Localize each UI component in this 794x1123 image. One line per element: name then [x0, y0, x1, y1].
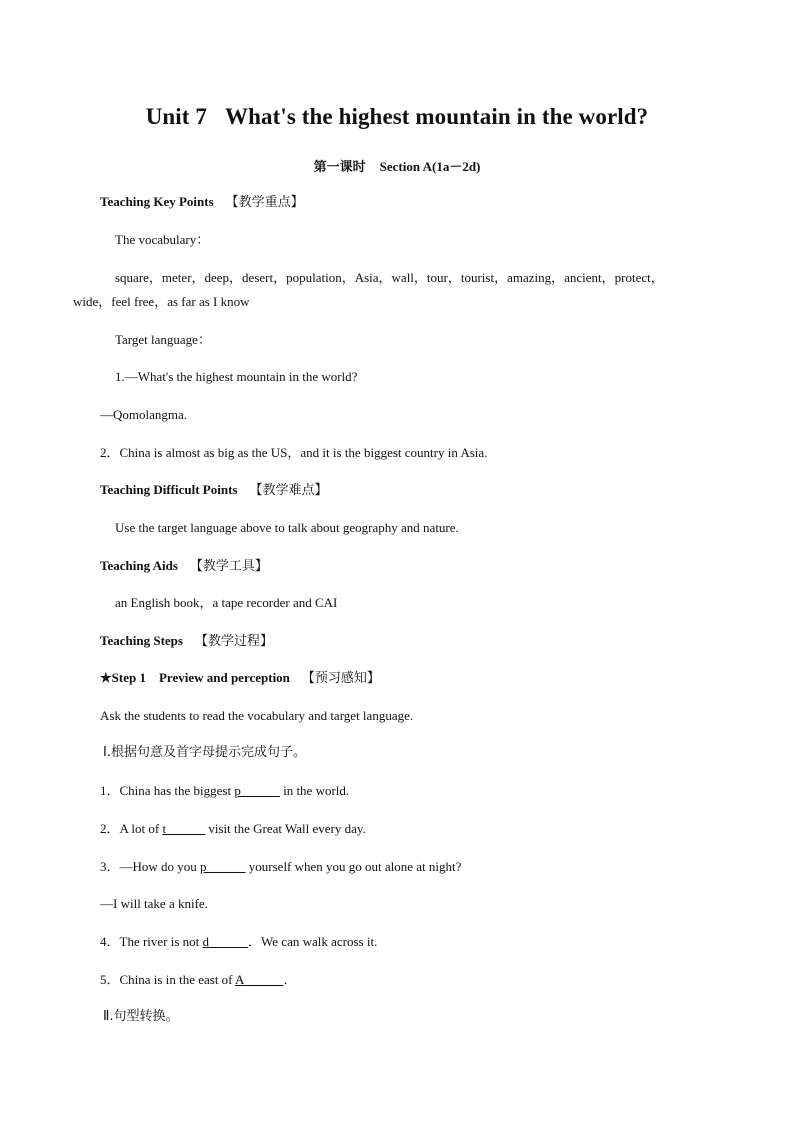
difficult-points-heading: Teaching Difficult Points 【教学难点】 [100, 482, 328, 498]
page-subtitle [0, 156, 794, 175]
key-points-heading: Teaching Key Points 【教学重点】 [100, 194, 304, 210]
vocab-line-1: square，meter，deep，desert，population，Asia，wall，tour，tourist，amazing，ancient，protect， [115, 270, 664, 285]
teaching-aids-heading: Teaching Aids 【教学工具】 [100, 558, 268, 574]
target-1-answer: —Qomolangma. [100, 407, 188, 422]
difficult-points-text: Use the target language above to talk about geography and nature. [115, 520, 459, 535]
blank-4: d______ [202, 934, 249, 949]
step-1-text: Ask the students to read the vocabulary and target language. [100, 708, 414, 723]
vocab-label: The vocabulary： [115, 232, 210, 247]
exercise-2: 2．A lot of t______ visit the Great Wall every day. [100, 821, 366, 836]
exercise-3: 3．—How do you p______ yourself when you go out alone at night? [100, 859, 462, 874]
section-label: Section A(1a－2d) [379, 159, 481, 174]
exercise-5: 5．China is in the east of A______． [100, 972, 297, 987]
target-1-question: 1.—What's the highest mountain in the world? [115, 369, 358, 384]
blank-1: p______ [234, 783, 280, 798]
teaching-aids-text: an English book，a tape recorder and CAI [115, 595, 338, 610]
part-1-title: Ⅰ.根据句意及首字母提示完成句子。 [103, 745, 306, 760]
target-2: 2．China is almost as big as the US，and it is the biggest country in Asia. [100, 445, 488, 460]
blank-5: A______ [235, 972, 284, 987]
blank-3: p______ [200, 859, 246, 874]
step-1-heading: ★Step 1 Preview and perception 【预习感知】 [100, 670, 380, 686]
blank-2: t______ [162, 821, 206, 836]
lesson-label: 第一课时 [313, 160, 366, 175]
title-text: What's the highest mountain in the world? [225, 104, 649, 129]
exercise-4: 4．The river is not d______．We can walk across it. [100, 934, 378, 949]
exercise-1: 1．China has the biggest p______ in the world. [100, 783, 350, 798]
part-2-title: Ⅱ.句型转换。 [103, 1009, 179, 1024]
page-title [0, 104, 794, 130]
vocab-line-2: wide，feel free，as far as I know [73, 294, 250, 309]
teaching-steps-heading: Teaching Steps 【教学过程】 [100, 633, 273, 649]
unit-label: Unit 7 [145, 104, 208, 129]
exercise-3-answer: —I will take a knife. [100, 896, 208, 911]
target-label: Target language： [115, 332, 211, 347]
